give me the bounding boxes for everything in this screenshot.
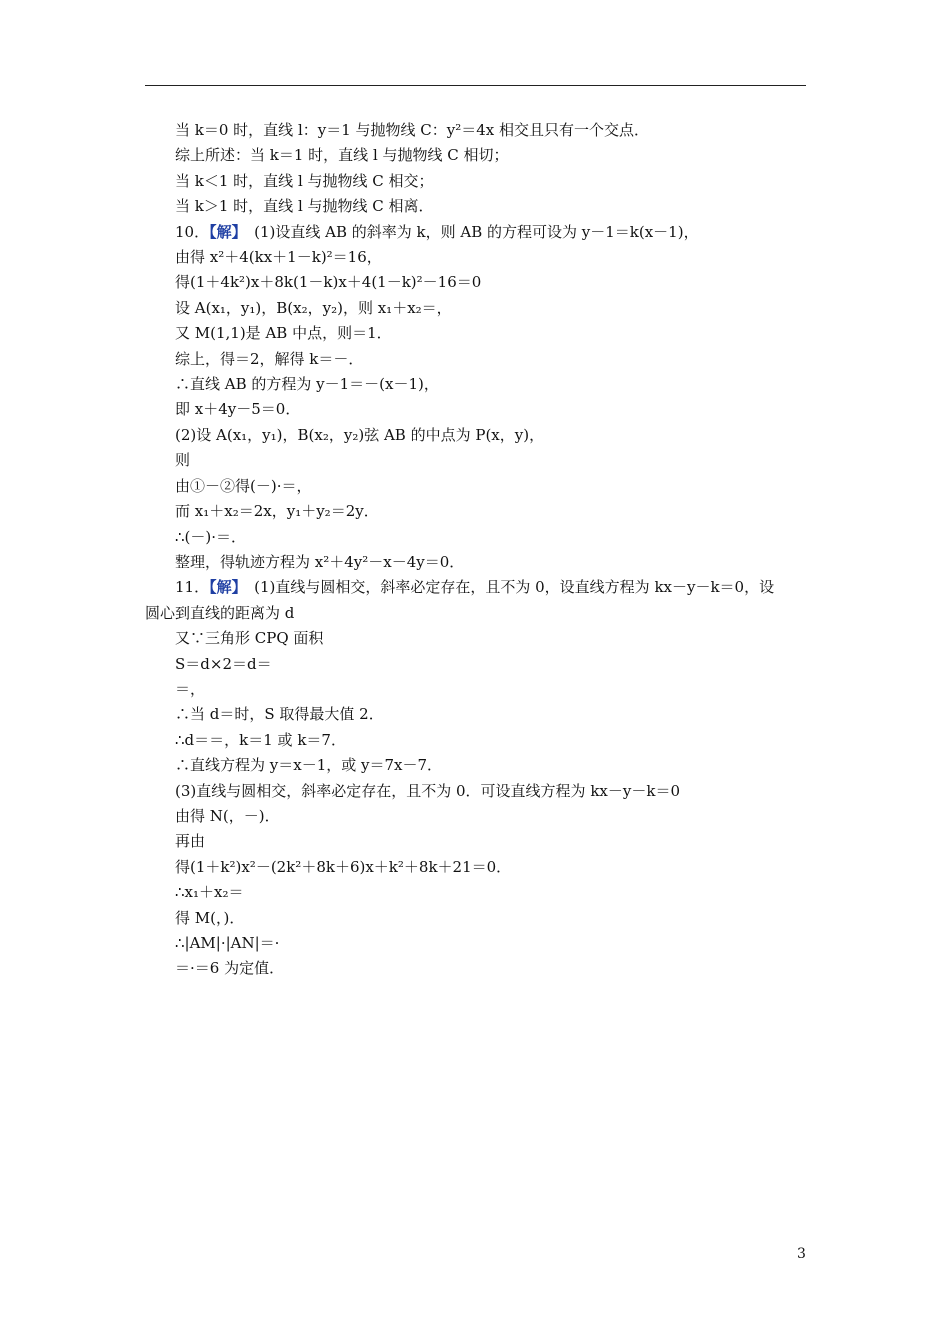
text-line: 综上，得＝2，解得 k＝－． (175, 349, 364, 368)
text-line: ∴直线 AB 的方程为 y－1＝－(x－1)， (175, 375, 439, 394)
text-line: 综上所述：当 k＝1 时，直线 l 与抛物线 C 相切； (175, 146, 509, 165)
text-line: 由得 N(，－)． (175, 806, 280, 825)
text-line: ∴d＝＝，k＝1 或 k＝7． (175, 730, 346, 749)
text-line: ∴直线方程为 y＝x－1，或 y＝7x－7． (175, 756, 443, 775)
text-line: 由①－②得(－)·＝， (175, 476, 312, 495)
text-line: 当 k＞1 时，直线 l 与抛物线 C 相离． (175, 197, 434, 216)
text-line: ∴(－)·＝． (175, 527, 247, 546)
text-line: 当 k＝0 时，直线 l：y＝1 与抛物线 C：y²＝4x 相交且只有一个交点． (175, 121, 650, 139)
text-line: S＝d×2＝d＝ (175, 654, 272, 673)
text-line: (3)直线与圆相交，斜率必定存在，且不为 0．可设直线方程为 kx－y－k＝0 (175, 781, 680, 800)
text-line: 当 k＜1 时，直线 l 与抛物线 C 相交； (175, 171, 434, 190)
text-line: 即 x＋4y－5＝0． (175, 400, 301, 419)
text-line: (1)直线与圆相交，斜率必定存在，且不为 0，设直线方程为 kx－y－k＝0，设 (239, 578, 775, 597)
header-rule (145, 85, 806, 86)
document-body (145, 118, 807, 982)
problem-number: 11． (175, 578, 210, 597)
text-line: (2)设 A(x₁，y₁)，B(x₂，y₂)弦 AB 的中点为 P(x，y)， (175, 425, 545, 444)
text-line: 整理，得轨迹方程为 x²＋4y²－x－4y＝0． (175, 552, 465, 571)
problem-11 (145, 575, 807, 600)
solution-tag: 【解】 (209, 578, 240, 597)
text-line: 而 x₁＋x₂＝2x，y₁＋y₂＝2y． (175, 502, 379, 521)
text-line: ∴x₁＋x₂＝ (175, 883, 244, 902)
text-line: 得(1＋k²)x²－(2k²＋8k＋6)x＋k²＋8k＋21＝0． (175, 857, 512, 876)
text-line: 得(1＋4k²)x＋8k(1－k)x＋4(1－k)²－16＝0 (175, 273, 482, 292)
text-line: 圆心到直线的距离为 d (145, 603, 295, 622)
text-line: 再由 (175, 832, 206, 851)
text-line: 则 (175, 451, 191, 470)
text-line: (1)设直线 AB 的斜率为 k，则 AB 的方程可设为 y－1＝k(x－1)， (239, 222, 699, 241)
problem-10 (145, 220, 807, 245)
text-line: 得 M(，)． (175, 908, 245, 927)
text-line: 由得 x²＋4(kx＋1－k)²＝16， (175, 248, 382, 267)
text-line: ＝， (175, 679, 206, 698)
text-line: ＝·＝6 为定值． (175, 959, 285, 978)
text-line: 又 M(1,1)是 AB 中点，则＝1． (175, 324, 392, 343)
solution-tag: 【解】 (209, 222, 240, 241)
text-line: ∴|AM|·|AN|＝· (175, 934, 280, 952)
text-line: ∴当 d＝时，S 取得最大值 2． (175, 705, 384, 724)
page-number: 3 (797, 1246, 806, 1262)
problem-number: 10． (175, 222, 210, 241)
text-line: 又∵三角形 CPQ 面积 (175, 629, 324, 648)
text-line: 设 A(x₁，y₁)，B(x₂，y₂)，则 x₁＋x₂＝， (175, 298, 452, 317)
